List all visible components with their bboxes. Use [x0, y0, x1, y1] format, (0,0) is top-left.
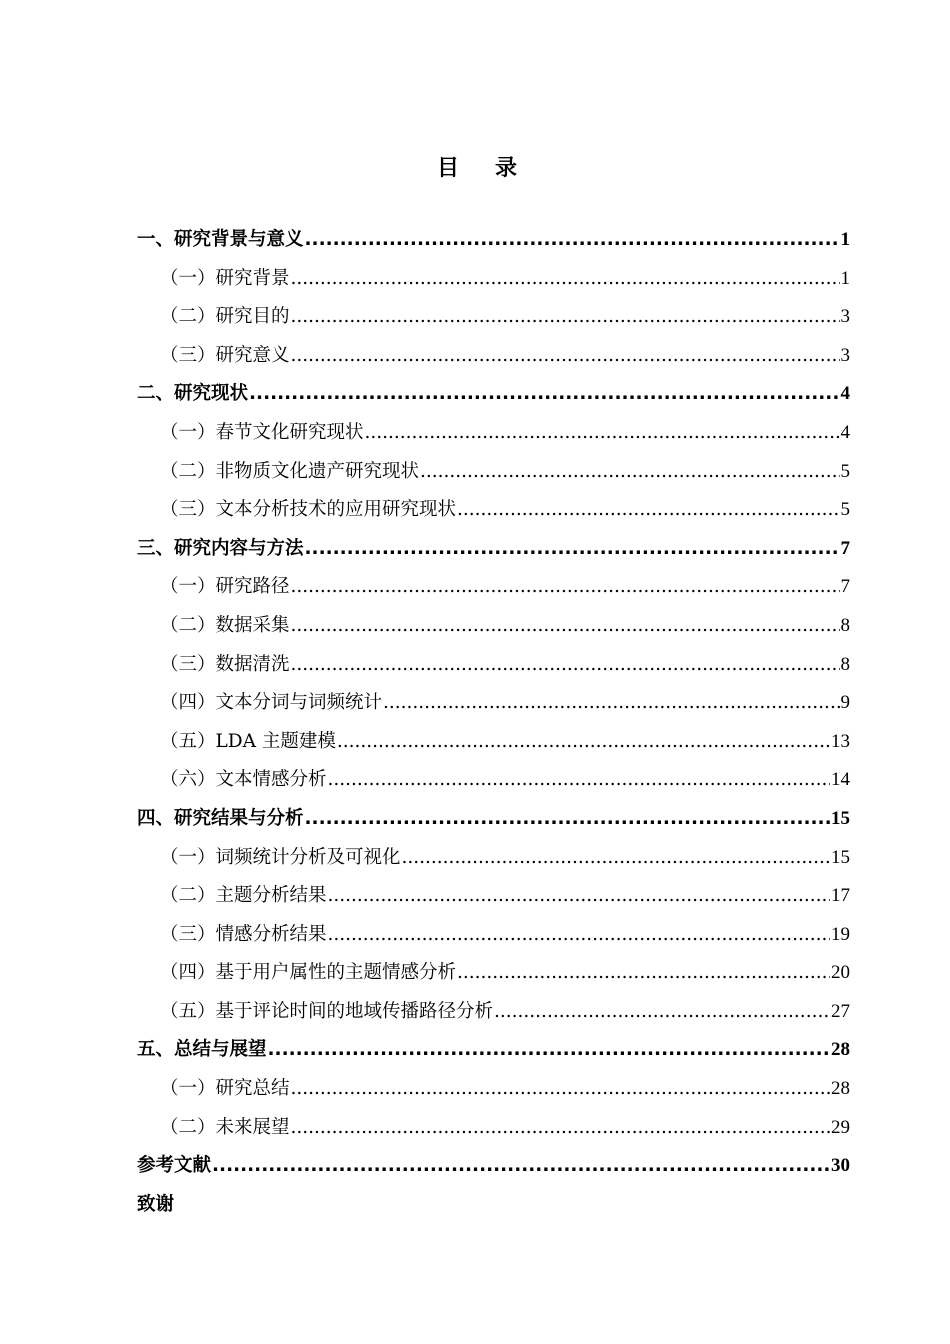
- toc-page-number: 7: [840, 576, 850, 598]
- toc-section-entry[interactable]: [137, 839, 850, 878]
- toc-section-entry[interactable]: [137, 993, 850, 1032]
- toc-page-number: 8: [840, 614, 850, 636]
- toc-page-number: 1: [840, 267, 850, 289]
- toc-page-number: 8: [840, 653, 850, 675]
- toc-page-number: 14: [831, 769, 850, 791]
- toc-section-entry[interactable]: [137, 916, 850, 955]
- toc-page-number: 28: [831, 1078, 850, 1100]
- toc-entry-label: （二）数据采集: [160, 614, 290, 636]
- toc-page-number: 5: [840, 499, 850, 521]
- toc-section-entry[interactable]: [137, 761, 850, 800]
- toc-chapter-entry[interactable]: [137, 375, 850, 414]
- toc-entry-label: （三）研究意义: [160, 344, 290, 366]
- toc-page-number: 28: [831, 1039, 850, 1061]
- toc-section-entry[interactable]: [137, 414, 850, 453]
- toc-dot-leader: [291, 1070, 830, 1109]
- toc-entry-label: 参考文献: [137, 1155, 212, 1177]
- toc-dot-leader: [328, 761, 830, 800]
- toc-section-entry[interactable]: [137, 260, 850, 299]
- toc-dot-leader: [249, 375, 839, 414]
- toc-page-number: 29: [831, 1116, 850, 1138]
- toc-page-number: 30: [831, 1155, 850, 1177]
- toc-page-number: 4: [840, 421, 850, 443]
- toc-entry-label: （二）研究目的: [160, 306, 290, 328]
- toc-entry-label: 一、研究背景与意义: [137, 229, 304, 250]
- toc-dot-leader: [457, 491, 839, 530]
- toc-dot-leader: [291, 646, 840, 685]
- toc-entry-label: （四）文本分词与词频统计: [160, 692, 383, 714]
- toc-entry-label: 致谢: [137, 1193, 175, 1215]
- toc-chapter-entry[interactable]: [137, 800, 850, 839]
- toc-dot-leader: [291, 337, 840, 376]
- toc-dot-leader: [420, 453, 839, 492]
- toc-dot-leader: [457, 954, 830, 993]
- toc-page-number: 13: [831, 730, 850, 752]
- toc-dot-leader: [402, 839, 830, 878]
- toc-chapter-entry[interactable]: [137, 1147, 850, 1186]
- toc-entry-label: 三、研究内容与方法: [137, 537, 304, 559]
- toc-section-entry[interactable]: [137, 1070, 850, 1109]
- toc-entry-label: （二）未来展望: [160, 1116, 290, 1138]
- toc-section-entry[interactable]: [137, 491, 850, 530]
- toc-section-entry[interactable]: [137, 337, 850, 376]
- toc-entry-label: （三）文本分析技术的应用研究现状: [160, 499, 457, 521]
- toc-page-number: 19: [831, 923, 850, 945]
- toc-dot-leader: [305, 221, 840, 260]
- toc-dot-leader: [383, 684, 839, 723]
- toc-section-entry[interactable]: [137, 453, 850, 492]
- toc-dot-leader: [494, 993, 830, 1032]
- toc-dot-leader: [328, 916, 830, 955]
- toc-entry-label: （六）文本情感分析: [160, 769, 327, 791]
- toc-entry-label: （二）非物质文化遗产研究现状: [160, 460, 420, 482]
- toc-dot-leader: [291, 568, 840, 607]
- table-of-contents: [137, 221, 850, 1224]
- toc-page-number: 4: [840, 383, 850, 405]
- toc-chapter-entry[interactable]: [137, 1186, 850, 1225]
- toc-dot-leader: [291, 298, 840, 337]
- toc-entry-label: （一）春节文化研究现状: [160, 421, 364, 443]
- toc-dot-leader: [328, 877, 830, 916]
- toc-chapter-entry[interactable]: [137, 1031, 850, 1070]
- toc-dot-leader: [337, 723, 830, 762]
- toc-dot-leader: [291, 607, 840, 646]
- toc-chapter-entry[interactable]: [137, 530, 850, 569]
- toc-section-entry[interactable]: [137, 723, 850, 762]
- toc-entry-label: （一）研究总结: [160, 1078, 290, 1100]
- toc-section-entry[interactable]: [137, 646, 850, 685]
- toc-entry-label: （四）基于用户属性的主题情感分析: [160, 962, 457, 984]
- toc-page-number: 5: [840, 460, 850, 482]
- toc-entry-label: 四、研究结果与分析: [137, 807, 304, 829]
- toc-page-number: 3: [840, 344, 850, 366]
- toc-page-number: 9: [840, 692, 850, 714]
- toc-entry-label: 二、研究现状: [137, 383, 249, 405]
- toc-page-number: 20: [831, 962, 850, 984]
- toc-entry-label: （三）情感分析结果: [160, 923, 327, 945]
- toc-chapter-entry[interactable]: [137, 221, 850, 260]
- toc-section-entry[interactable]: [137, 954, 850, 993]
- toc-dot-leader: [212, 1147, 830, 1186]
- toc-section-entry[interactable]: [137, 877, 850, 916]
- toc-dot-leader: [291, 260, 840, 299]
- toc-dot-leader: [305, 800, 830, 839]
- toc-entry-label: （五）LDA 主题建模: [160, 730, 336, 752]
- toc-dot-leader: [365, 414, 840, 453]
- toc-section-entry[interactable]: [137, 607, 850, 646]
- toc-entry-label: （二）主题分析结果: [160, 885, 327, 907]
- toc-page-number: 15: [831, 807, 850, 829]
- toc-page-number: 1: [840, 229, 850, 250]
- toc-entry-label: （一）研究背景: [160, 267, 290, 289]
- toc-entry-label: 五、总结与展望: [137, 1039, 267, 1061]
- toc-page-number: 27: [831, 1000, 850, 1022]
- toc-dot-leader: [305, 530, 840, 569]
- toc-section-entry[interactable]: [137, 568, 850, 607]
- toc-page-number: 15: [831, 846, 850, 868]
- toc-dot-leader: [291, 1109, 830, 1148]
- toc-entry-label: （五）基于评论时间的地域传播路径分析: [160, 1000, 494, 1022]
- toc-entry-label: （一）研究路径: [160, 576, 290, 598]
- toc-page-number: 3: [840, 306, 850, 328]
- toc-title: 目录: [436, 156, 553, 181]
- toc-section-entry[interactable]: [137, 298, 850, 337]
- toc-entry-label: （一）词频统计分析及可视化: [160, 846, 401, 868]
- toc-dot-leader: [268, 1031, 830, 1070]
- toc-section-entry[interactable]: [137, 1109, 850, 1148]
- toc-page-number: 17: [831, 885, 850, 907]
- toc-section-entry[interactable]: [137, 684, 850, 723]
- toc-page-number: 7: [840, 537, 850, 559]
- toc-entry-label: （三）数据清洗: [160, 653, 290, 675]
